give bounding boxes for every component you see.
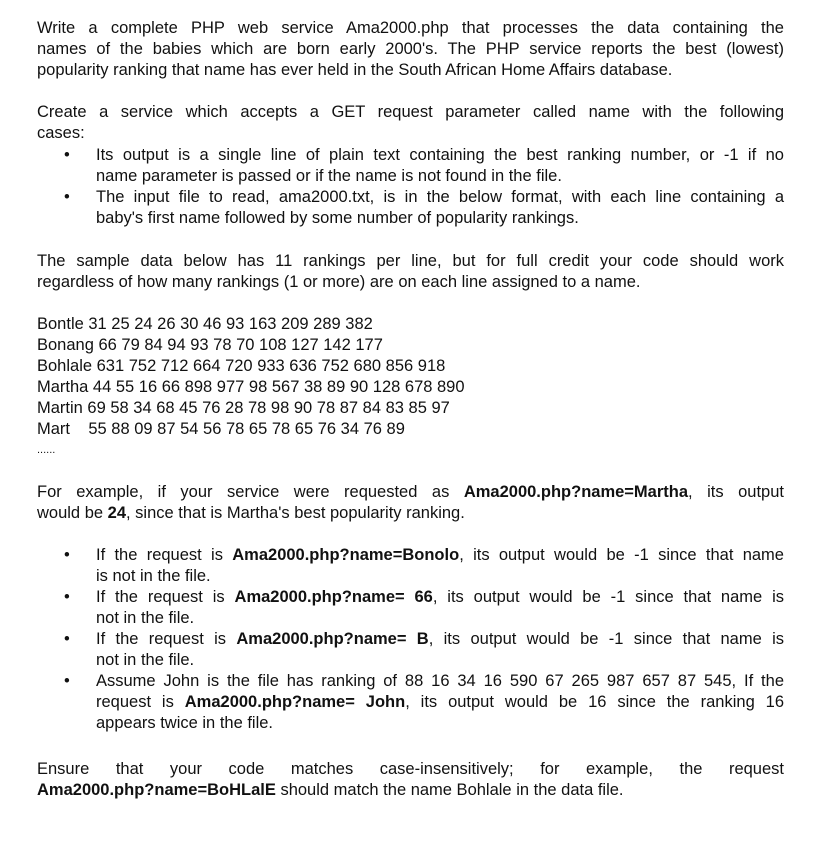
bullet-text: The input file to read, ama2000.txt, is in the below format, with each line containing a [96, 188, 784, 206]
sample-data [37, 314, 784, 461]
bullet-text-part: If the request is [96, 630, 237, 648]
bullet-icon: • [64, 630, 70, 648]
intro-line-2: names of the babies which are born early 2000's. The PHP service reports the best (lowest) [37, 40, 784, 58]
example-text: , its output [688, 483, 784, 501]
list-item [37, 629, 784, 671]
data-line: Mart 55 88 09 87 54 56 78 65 78 65 76 34 76 89 [37, 420, 405, 438]
data-line: Bohlale 631 752 712 664 720 933 636 752 680 856 918 [37, 357, 446, 375]
ensure-line-2 [37, 780, 784, 801]
bullet-icon: • [64, 188, 70, 206]
bullet-text [96, 545, 784, 566]
service-line-2: cases: [37, 124, 85, 142]
example-value: 24 [107, 504, 126, 522]
intro-line-3: popularity ranking that name has ever held in the South African Home Affairs database. [37, 61, 673, 79]
service-line-1: Create a service which accepts a GET request parameter called name with the following [37, 103, 784, 121]
bullet-text-part: , its output would be -1 since that name is [428, 630, 784, 648]
list-item [37, 145, 784, 187]
bullet-text: not in the file. [96, 609, 195, 627]
sample-note-line-2: regardless of how many rankings (1 or more) are on each line assigned to a name. [37, 273, 641, 291]
list-item [37, 671, 784, 734]
case-list [37, 145, 784, 229]
example-paragraph [37, 482, 784, 524]
bullet-text: appears twice in the file. [96, 714, 274, 732]
request-url: Ama2000.php?name=Bonolo [232, 546, 460, 564]
list-item [37, 187, 784, 229]
data-ellipsis: ...... [37, 444, 56, 456]
intro-paragraph [37, 18, 784, 81]
bullet-text: is not in the file. [96, 567, 211, 585]
bullet-text: Assume John is the file has ranking of 88 16 34 16 590 67 265 987 657 87 545, If the [96, 672, 784, 690]
bullet-text-part: , its output would be -1 since that name [459, 546, 784, 564]
data-line: Bontle 31 25 24 26 30 46 93 163 209 289 382 [37, 315, 373, 333]
ensure-line-1: Ensure that your code matches case-insensitively; for example, the request [37, 760, 784, 778]
bullet-text-part: , its output would be 16 since the ranking 16 [405, 693, 784, 711]
ensure-url: Ama2000.php?name=BoHLalE [37, 781, 276, 799]
bullet-icon: • [64, 546, 70, 564]
bullet-text-part: , its output would be -1 since that name is [432, 588, 784, 606]
bullet-icon: • [64, 588, 70, 606]
example-line-1 [37, 482, 784, 503]
bullet-text-part: request is [96, 693, 185, 711]
sample-note-line-1: The sample data below has 11 rankings per line, but for full credit your code should work [37, 252, 784, 270]
bullet-text [96, 629, 784, 650]
bullet-text: baby's first name followed by some number of popularity rankings. [96, 209, 579, 227]
ensure-paragraph [37, 759, 784, 801]
example-text: , since that is Martha's best popularity ranking. [126, 504, 465, 522]
intro-line-1: Write a complete PHP web service Ama2000.php that processes the data containing the [37, 19, 784, 37]
sample-note [37, 251, 784, 293]
bullet-text-part: If the request is [96, 546, 233, 564]
request-url: Ama2000.php?name= 66 [234, 588, 433, 606]
data-line: Bonang 66 79 84 94 93 78 70 108 127 142 177 [37, 336, 383, 354]
example-url: Ama2000.php?name=Martha [463, 483, 689, 501]
example-text: For example, if your service were requested as [37, 483, 464, 501]
data-line: Martha 44 55 16 66 898 977 98 567 38 89 90 128 678 890 [37, 378, 465, 396]
example-list [37, 545, 784, 734]
bullet-text: name parameter is passed or if the name is not found in the file. [96, 167, 562, 185]
bullet-text-part: If the request is [96, 588, 235, 606]
bullet-text [96, 692, 784, 713]
bullet-text [96, 587, 784, 608]
example-line-2 [37, 503, 784, 524]
ensure-text: should match the name Bohlale in the data file. [275, 781, 624, 799]
list-item [37, 545, 784, 587]
request-url: Ama2000.php?name= B [236, 630, 429, 648]
bullet-text: not in the file. [96, 651, 195, 669]
list-item [37, 587, 784, 629]
bullet-icon: • [64, 146, 70, 164]
bullet-text: Its output is a single line of plain text containing the best ranking number, or -1 if no [96, 146, 784, 164]
request-url: Ama2000.php?name= John [184, 693, 406, 711]
service-paragraph [37, 102, 784, 144]
data-line: Martin 69 58 34 68 45 76 28 78 98 90 78 87 84 83 85 97 [37, 399, 450, 417]
bullet-icon: • [64, 672, 70, 690]
example-text: would be [37, 504, 108, 522]
